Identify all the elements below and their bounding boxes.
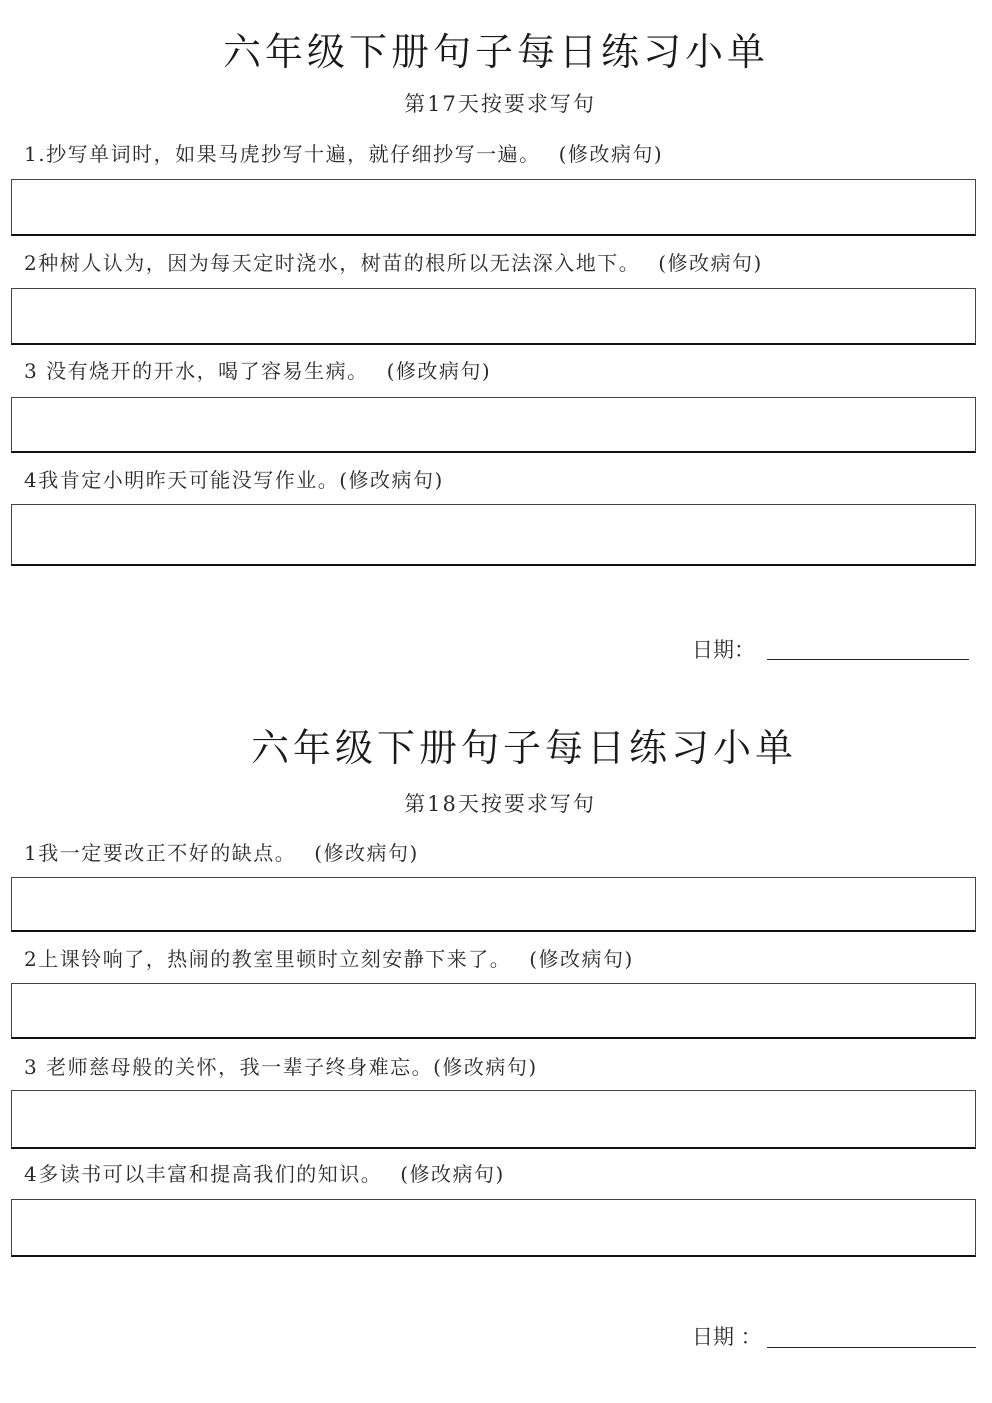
sheet1-question-1 bbox=[24, 144, 663, 164]
sheet2-title: 六年级下册句子每日练习小单 bbox=[250, 726, 797, 770]
sheet1-question-4 bbox=[24, 470, 444, 490]
sheet2-date-field[interactable] bbox=[767, 1347, 976, 1348]
question-tag: (修改病句) bbox=[386, 359, 492, 383]
question-text: 3 老师慈母般的关怀，我一辈子终身难忘。 bbox=[24, 1055, 434, 1079]
question-text: 4我肯定小明昨天可能没写作业。 bbox=[24, 468, 340, 492]
sheet2-question-2 bbox=[24, 949, 634, 969]
sheet1-date-label: 日期： bbox=[692, 638, 755, 662]
question-tag: (修改病句) bbox=[400, 1162, 505, 1186]
sheet1-answer-box-4[interactable] bbox=[11, 504, 976, 566]
question-text: 3 没有烧开的开水，喝了容易生病。 bbox=[24, 359, 369, 383]
sheet1-question-2 bbox=[24, 253, 763, 273]
sheet2-question-3 bbox=[24, 1057, 538, 1077]
sheet1-subtitle: 第17天按要求写句 bbox=[404, 92, 596, 116]
sheet1-answer-box-2[interactable] bbox=[11, 288, 976, 345]
sheet1-title: 六年级下册句子每日练习小单 bbox=[222, 30, 769, 74]
question-tag: (修改病句) bbox=[314, 841, 419, 865]
question-tag: (修改病句) bbox=[339, 468, 444, 492]
question-text: 1.抄写单词时，如果马虎抄写十遍，就仔细抄写一遍。 bbox=[24, 142, 541, 166]
question-text: 4多读书可以丰富和提高我们的知识。 bbox=[24, 1162, 383, 1186]
question-text: 2上课铃响了，热闹的教室里顿时立刻安静下来了。 bbox=[24, 947, 512, 971]
question-tag: (修改病句) bbox=[433, 1055, 538, 1079]
question-text: 2种树人认为，因为每天定时浇水，树苗的根所以无法深入地下。 bbox=[24, 251, 641, 275]
sheet2-answer-box-4[interactable] bbox=[11, 1199, 976, 1257]
sheet1-question-3 bbox=[24, 361, 491, 381]
sheet2-date-label: 日期 ： bbox=[692, 1325, 762, 1349]
sheet1-date-field[interactable] bbox=[767, 659, 969, 660]
sheet1-answer-box-1[interactable] bbox=[11, 179, 976, 236]
sheet2-answer-box-3[interactable] bbox=[11, 1090, 976, 1149]
sheet2-question-1 bbox=[24, 843, 419, 863]
sheet1-answer-box-3[interactable] bbox=[11, 397, 976, 453]
sheet2-question-4 bbox=[24, 1164, 505, 1184]
question-tag: (修改病句) bbox=[529, 947, 634, 971]
sheet2-answer-box-2[interactable] bbox=[11, 983, 976, 1039]
question-text: 1我一定要改正不好的缺点。 bbox=[24, 841, 297, 865]
sheet2-subtitle: 第18天按要求写句 bbox=[404, 792, 596, 816]
sheet2-answer-box-1[interactable] bbox=[11, 877, 976, 932]
question-tag: (修改病句) bbox=[558, 142, 664, 166]
question-tag: (修改病句) bbox=[658, 251, 763, 275]
